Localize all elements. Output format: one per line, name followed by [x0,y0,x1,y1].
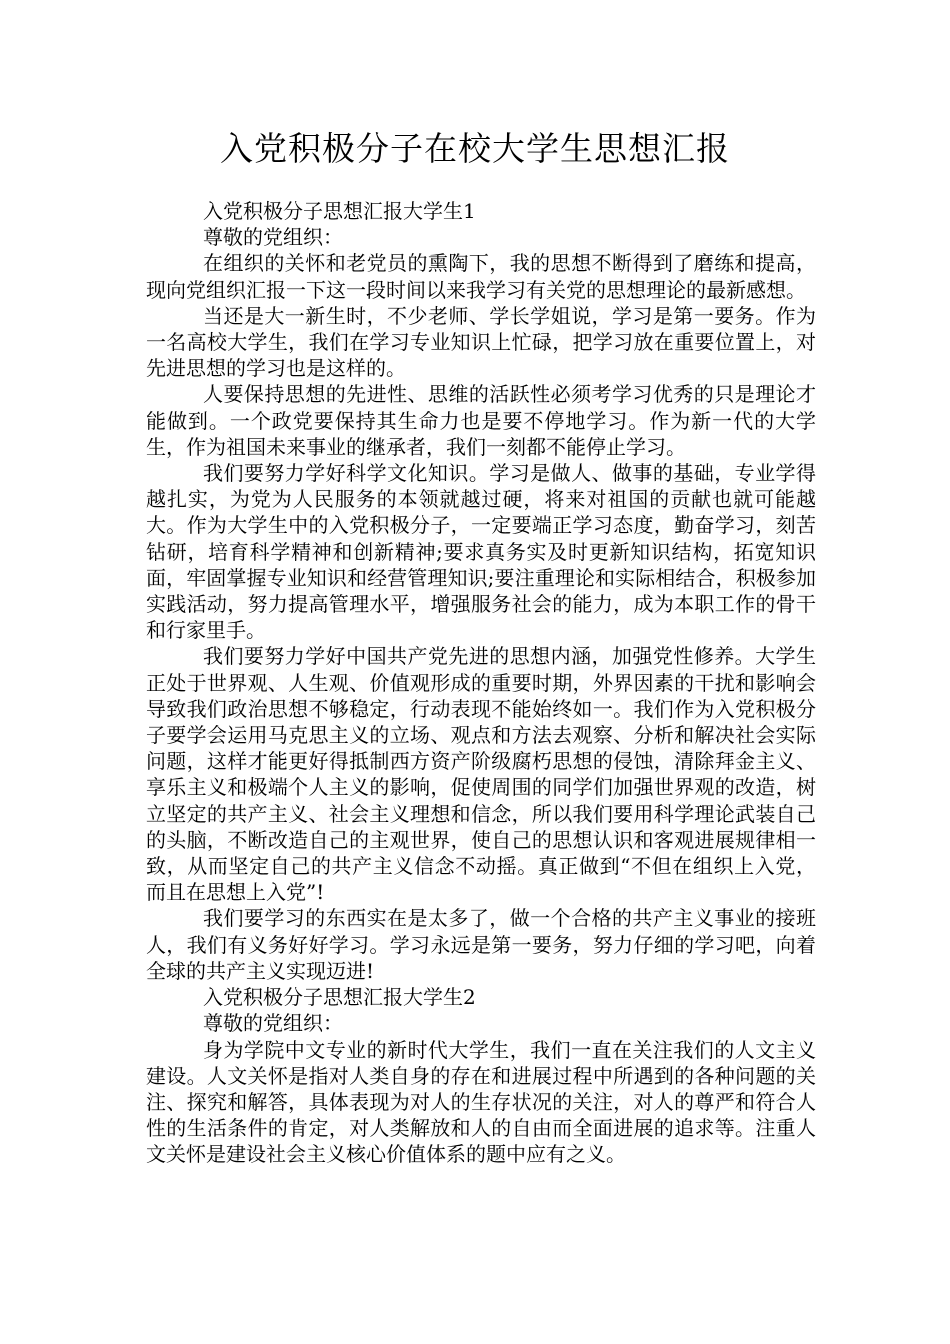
body-paragraph: 身为学院中文专业的新时代大学生，我们一直在关注我们的人文主义建设。人文关怀是指对人类自身的存在和进展过程中所遇到的各种问题的关注、探究和解答，具体表现为对人的生存状况的关注，对人的尊严和符合人性的生活条件的肯定，对人类解放和人的自由而全面进展的追求等。注重人文关怀是建设社会主义核心价值体系的题中应有之义。 [146,1037,816,1167]
document-body [146,198,816,1168]
body-paragraph: 当还是大一新生时，不少老师、学长学姐说，学习是第一要务。作为一名高校大学生，我们在学习专业知识上忙碌，把学习放在重要位置上，对先进思想的学习也是这样的。 [146,303,816,381]
salutation-2: 尊敬的党组织： [203,1011,343,1036]
section-heading-1: 入党积极分子思想汇报大学生1 [203,199,476,223]
body-paragraph: 在组织的关怀和老党员的熏陶下，我的思想不断得到了磨练和提高，现向党组织汇报一下这一段时间以来我学习有关党的思想理论的最新感想。 [146,251,816,302]
document-title: 入党积极分子在校大学生思想汇报 [220,129,730,168]
body-paragraph: 我们要努力学好科学文化知识。学习是做人、做事的基础，专业学得越扎实，为党为人民服务的本领就越过硬，将来对祖国的贡献也就可能越大。作为大学生中的入党积极分子，一定要端正学习态度，勤奋学习，刻苦钻研，培育科学精神和创新精神;要求真务实及时更新知识结构，拓宽知识面，牢固掌握专业知识和经营管理知识;要注重理论和实际相结合，积极参加实践活动，努力提高管理水平，增强服务社会的能力，成为本职工作的骨干和行家里手。 [146,461,816,643]
body-paragraph: 我们要学习的东西实在是太多了，做一个合格的共产主义事业的接班人，我们有义务好好学习。学习永远是第一要务，努力仔细的学习吧，向着全球的共产主义实现迈进! [146,906,816,983]
salutation-1: 尊敬的党组织： [203,225,343,250]
section-heading-2: 入党积极分子思想汇报大学生2 [203,985,476,1010]
body-paragraph: 我们要努力学好中国共产党先进的思想内涵，加强党性修养。大学生正处于世界观、人生观、价值观形成的重要时期，外界因素的干扰和影响会导致我们政治思想不够稳定，行动表现不能始终如一。我们作为入党积极分子要学会运用马克思主义的立场、观点和方法去观察、分析和解决社会实际问题，这样才能更好得抵制西方资产阶级腐朽思想的侵蚀，清除拜金主义、享乐主义和极端个人主义的影响，促使周围的同学们加强世界观的改造，树立坚定的共产主义、社会主义理想和信念，所以我们要用科学理论武装自己的头脑，不断改造自己的主观世界，使自己的思想认识和客观进展规律相一致，从而坚定自己的共产主义信念不动摇。真正做到“不但在组织上入党，而且在思想上入党”! [146,644,816,905]
body-paragraph: 人要保持思想的先进性、思维的活跃性必须考学习优秀的只是理论才能做到。一个政党要保持其生命力也是要不停地学习。作为新一代的大学生，作为祖国未来事业的继承者，我们一刻都不能停止学习。 [146,382,816,459]
